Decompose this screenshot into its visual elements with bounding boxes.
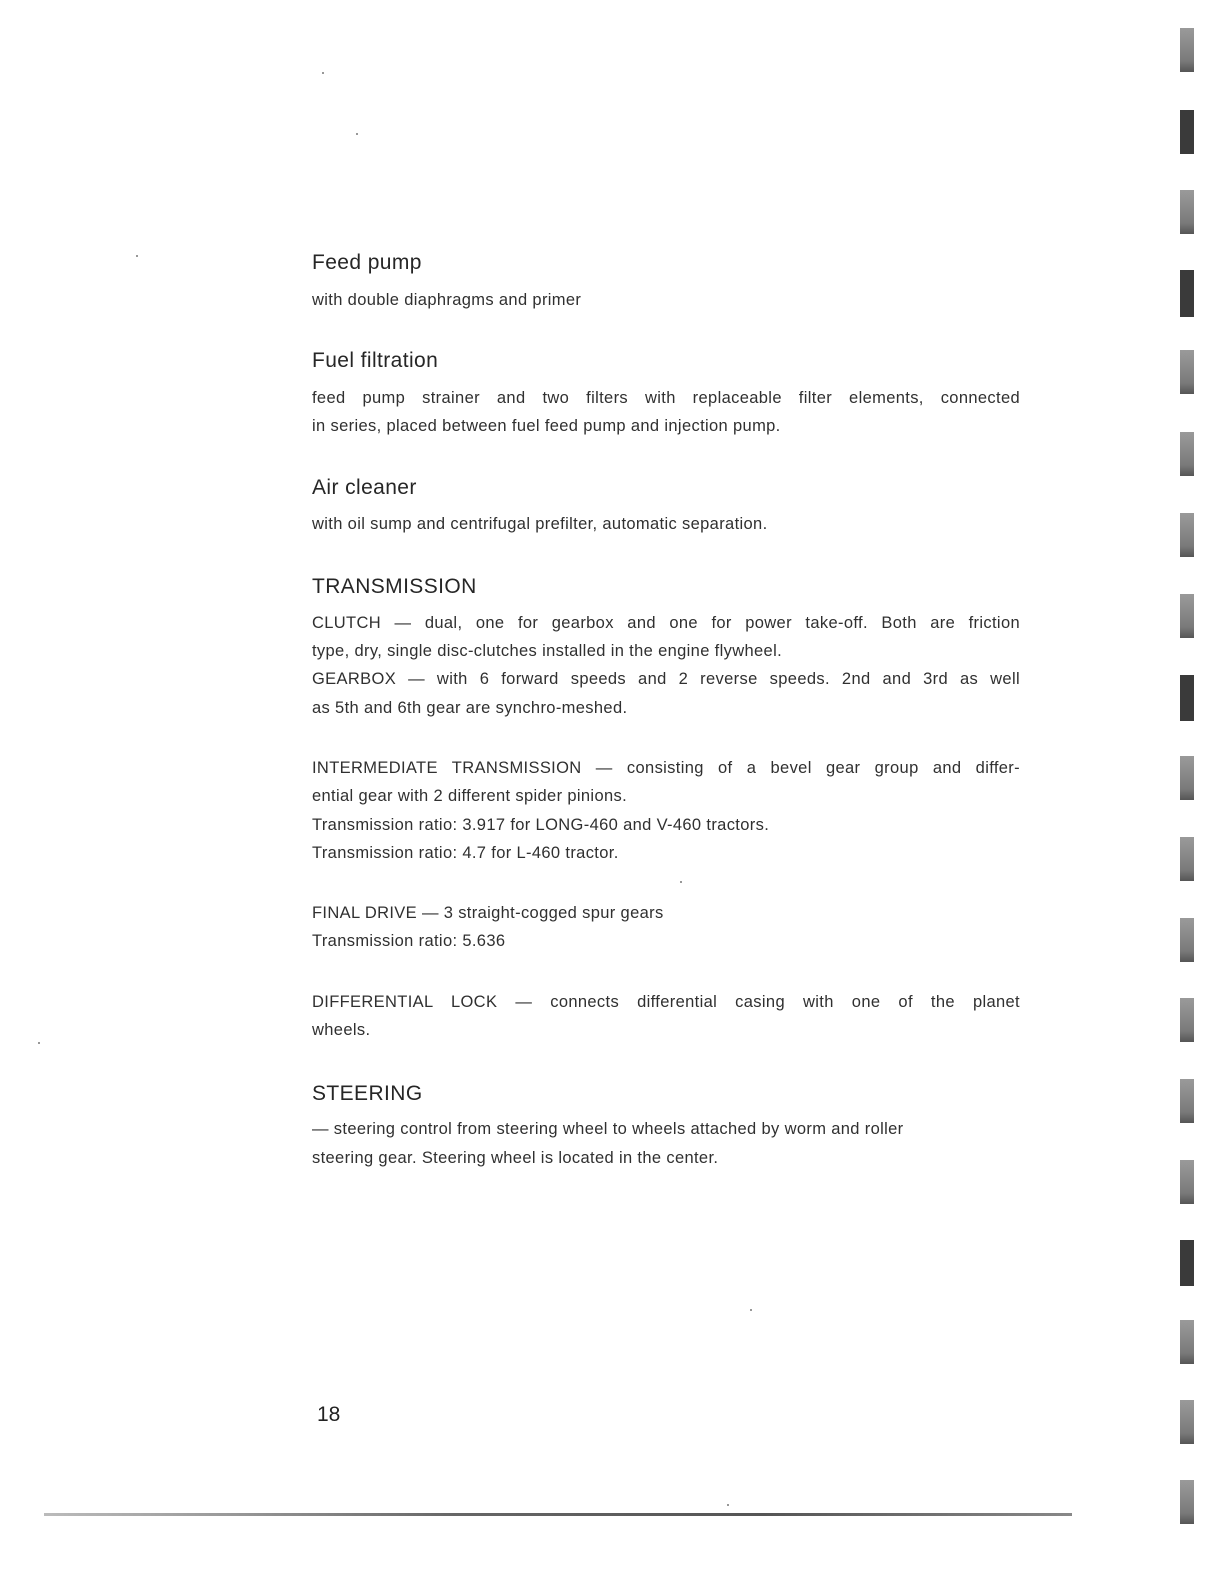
binding-tab <box>1180 270 1194 317</box>
final-drive-text-line-2: Transmission ratio: 5.636 <box>312 932 506 950</box>
section-title-steering: STEERING <box>312 1082 423 1105</box>
scan-speck <box>356 133 358 135</box>
binding-tab <box>1180 998 1194 1042</box>
clutch-text-line-2: type, dry, single disc-clutches installed in the engine flywheel. <box>312 642 783 660</box>
binding-tab <box>1180 432 1194 476</box>
binding-tab <box>1180 1480 1194 1524</box>
intermediate-text-line-3: Transmission ratio: 3.917 for LONG-460 and V-460 tractors. <box>312 816 770 834</box>
binding-tab <box>1180 837 1194 881</box>
binding-tab <box>1180 350 1194 394</box>
scan-speck <box>38 1042 40 1044</box>
differential-lock-text-line-1: DIFFERENTIAL LOCK — connects differential casing with one of the planet <box>312 993 1020 1011</box>
scan-speck <box>680 881 682 883</box>
binding-tab <box>1180 1079 1194 1123</box>
final-drive-text-line-1: FINAL DRIVE — 3 straight-cogged spur gears <box>312 904 664 922</box>
differential-lock-text-line-2: wheels. <box>312 1021 371 1039</box>
page-number: 18 <box>317 1403 341 1426</box>
binding-tab <box>1180 110 1194 154</box>
steering-text-line-1: — steering control from steering wheel to wheels attached by worm and roller <box>312 1120 904 1138</box>
scan-speck <box>136 255 138 257</box>
section-title-fuel-filtration: Fuel filtration <box>312 349 439 372</box>
intermediate-text-line-4: Transmission ratio: 4.7 for L-460 tractor. <box>312 844 619 862</box>
binding-tab <box>1180 675 1194 721</box>
fuel-filtration-text-line-2: in series, placed between fuel feed pump and injection pump. <box>312 417 781 435</box>
gearbox-text-line-2: as 5th and 6th gear are synchro-meshed. <box>312 699 628 717</box>
binding-tab <box>1180 1400 1194 1444</box>
binding-tab <box>1180 1320 1194 1364</box>
intermediate-text-line-2: ential gear with 2 different spider pinions. <box>312 787 628 805</box>
intermediate-text-line-1: INTERMEDIATE TRANSMISSION — consisting of a bevel gear group and differ- <box>312 759 1020 777</box>
section-title-air-cleaner: Air cleaner <box>312 476 417 499</box>
binding-edge <box>1180 0 1196 1584</box>
binding-tab <box>1180 1160 1194 1204</box>
binding-tab <box>1180 190 1194 234</box>
scan-speck <box>727 1504 729 1506</box>
gearbox-text-line-1: GEARBOX — with 6 forward speeds and 2 reverse speeds. 2nd and 3rd as well <box>312 670 1020 688</box>
fuel-filtration-text-line-1: feed pump strainer and two filters with replaceable filter elements, connected <box>312 389 1020 407</box>
air-cleaner-text: with oil sump and centrifugal prefilter, automatic separation. <box>312 515 768 533</box>
steering-text-line-2: steering gear. Steering wheel is located in the center. <box>312 1149 719 1167</box>
binding-tab <box>1180 756 1194 800</box>
binding-tab <box>1180 513 1194 557</box>
scan-speck <box>322 72 324 74</box>
binding-tab <box>1180 28 1194 72</box>
feed-pump-text: with double diaphragms and primer <box>312 291 582 309</box>
binding-tab <box>1180 918 1194 962</box>
clutch-text-line-1: CLUTCH — dual, one for gearbox and one for power take-off. Both are friction <box>312 614 1020 632</box>
binding-tab <box>1180 594 1194 638</box>
section-title-feed-pump: Feed pump <box>312 251 422 274</box>
section-title-transmission: TRANSMISSION <box>312 575 477 598</box>
binding-tab <box>1180 1240 1194 1286</box>
scan-speck <box>750 1309 752 1311</box>
bottom-edge-line <box>44 1513 1072 1516</box>
